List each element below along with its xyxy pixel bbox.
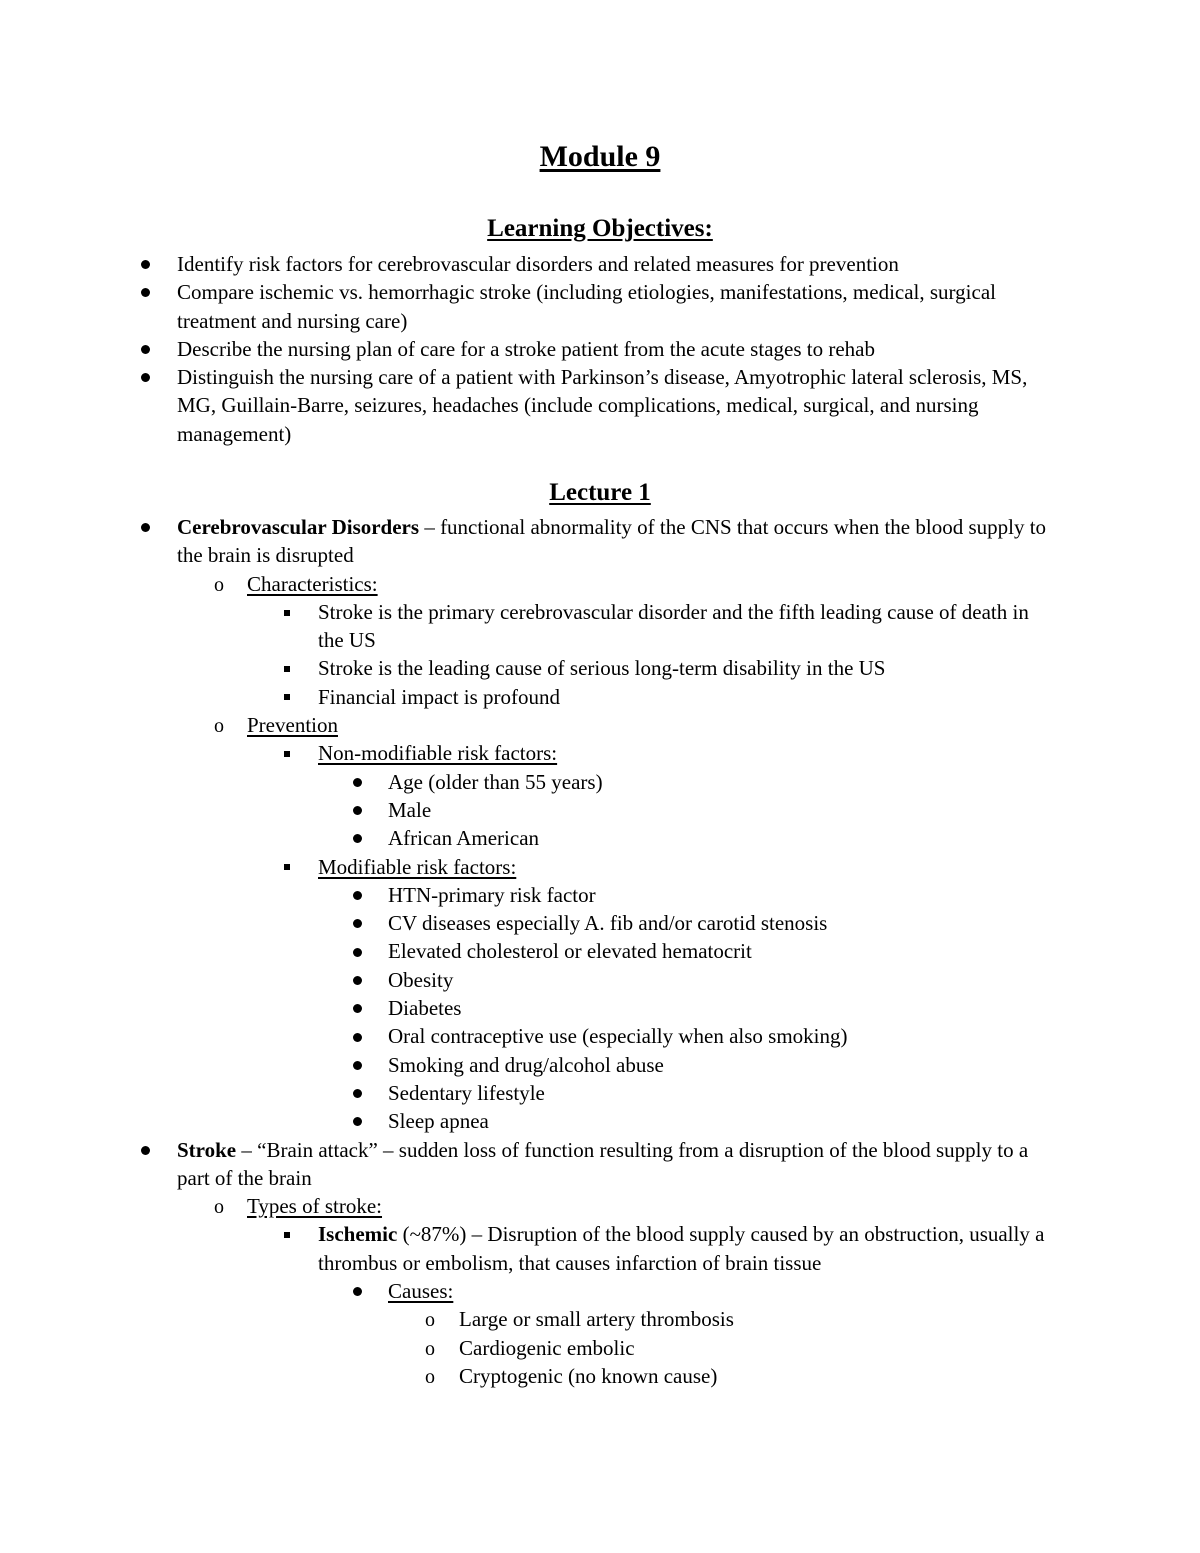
circle-bullet-icon: o [214,715,224,738]
bullet-icon [353,994,362,1022]
bullet-icon [353,796,362,824]
learning-objectives-heading: Learning Objectives: [487,215,713,242]
non-modifiable-label: Non-modifiable risk factors: [318,741,558,766]
list-item [0,570,1200,598]
list-item: Oral contraceptive use (especially when also smoking) [0,1022,1200,1050]
square-bullet-icon [284,1220,290,1248]
bullet-icon [353,824,362,852]
bullet-icon [141,250,150,278]
types-of-stroke-label: Types of stroke: [247,1194,383,1219]
bullet-icon [353,1107,362,1135]
circle-bullet-icon: o [214,1196,224,1219]
objectives-list [0,250,1200,448]
list-item: Sedentary lifestyle [0,1079,1200,1107]
bullet-icon [353,1051,362,1079]
circle-bullet-icon: o [425,1337,435,1360]
square-bullet-icon [284,598,290,626]
list-item: African American [0,824,1200,852]
bullet-icon [353,937,362,965]
definition-cerebrovascular: – functional abnormality of the CNS that occurs when the blood supply to the brain is disrupted [177,515,1047,568]
list-item: Male [0,796,1200,824]
list-item: Smoking and drug/alcohol abuse [0,1051,1200,1079]
characteristics-label: Characteristics: [247,571,378,596]
list-item [0,1192,1200,1220]
bullet-icon [353,1022,362,1050]
list-item: HTN-primary risk factor [0,881,1200,909]
prevention-label: Prevention [247,713,338,738]
list-item: Sleep apnea [0,1107,1200,1135]
bullet-icon [353,768,362,796]
list-item [0,513,1200,570]
lecture-notes-list [0,513,1200,1390]
bullet-icon [353,1079,362,1107]
term-cerebrovascular: Cerebrovascular Disorders [177,515,420,539]
bullet-icon [141,278,150,306]
list-item: Diabetes [0,994,1200,1022]
circle-bullet-icon: o [425,1365,435,1388]
list-item: o Cardiogenic embolic [0,1334,1200,1362]
list-item [0,1277,1200,1305]
bullet-icon [141,513,150,541]
list-item: Elevated cholesterol or elevated hematocrit [0,937,1200,965]
causes-label: Causes: [388,1279,454,1304]
term-ischemic: Ischemic [318,1222,398,1247]
square-bullet-icon [284,683,290,711]
circle-bullet-icon: o [214,573,224,596]
definition-stroke: – “Brain attack” – sudden loss of function resulting from a disruption of the blood supply to a part of the brain [177,1137,1029,1190]
list-item: Financial impact is profound [0,683,1200,711]
list-item: Identify risk factors for cerebrovascular disorders and related measures for prevention [0,250,1200,278]
list-item: o Large or small artery thrombosis [0,1305,1200,1333]
lecture-heading: Lecture 1 [549,479,651,506]
list-item: Age (older than 55 years) [0,768,1200,796]
circle-bullet-icon: o [425,1309,435,1332]
bullet-icon [353,909,362,937]
bullet-icon [353,1277,362,1305]
bullet-icon [141,335,150,363]
list-item: CV diseases especially A. fib and/or carotid stenosis [0,909,1200,937]
list-item [0,853,1200,881]
square-bullet-icon [284,739,290,767]
list-item [0,739,1200,767]
bullet-icon [353,881,362,909]
list-item [0,1220,1200,1277]
bullet-icon [141,1136,150,1164]
list-item: o Cryptogenic (no known cause) [0,1362,1200,1390]
list-item [0,1136,1200,1193]
bullet-icon [141,363,150,391]
definition-ischemic: (~87%) – Disruption of the blood supply caused by an obstruction, usually a thrombus or embolism, that causes infarction of brain tissue [318,1222,1045,1275]
term-stroke: Stroke [177,1137,237,1162]
square-bullet-icon [284,853,290,881]
list-item: Stroke is the primary cerebrovascular disorder and the fifth leading cause of death in the US [0,598,1200,655]
square-bullet-icon [284,654,290,682]
list-item: Stroke is the leading cause of serious long-term disability in the US [0,654,1200,682]
list-item [0,711,1200,739]
list-item: Distinguish the nursing care of a patient with Parkinson’s disease, Amyotrophic lateral sclerosis, MS, MG, Guillain-Barre, seizures, headaches (include complications, medical, surgical, and nursing management) [0,363,1200,448]
page-title: Module 9 [539,140,661,173]
modifiable-label: Modifiable risk factors: [318,854,517,879]
bullet-icon [353,966,362,994]
list-item: Obesity [0,966,1200,994]
list-item: Describe the nursing plan of care for a stroke patient from the acute stages to rehab [0,335,1200,363]
list-item: Compare ischemic vs. hemorrhagic stroke (including etiologies, manifestations, medical, surgical treatment and nursing care) [0,278,1200,335]
